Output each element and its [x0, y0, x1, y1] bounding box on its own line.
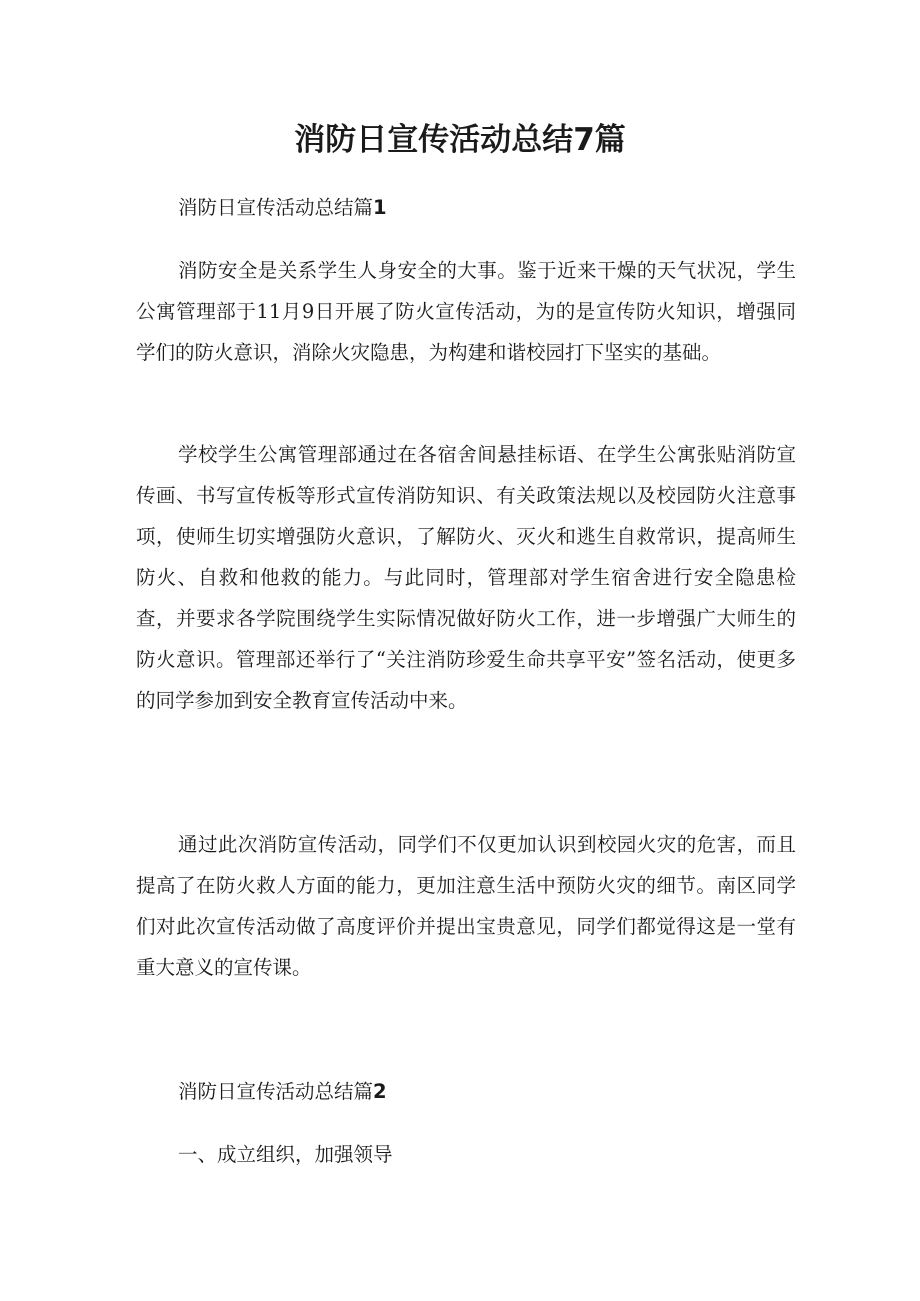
- section-heading-2-text: 消防日宣传活动总结篇: [178, 1080, 374, 1103]
- paragraph-2: 学校学生公寓管理部通过在各宿舍间悬挂标语、在学生公寓张贴消防宣传画、书写宣传板等形式宣传消防知识、有关政策法规以及校园防火注意事项，使师生切实增强防火意识，了解防火、灭火和逃生自救常识，提高师生防火、自救和他救的能力。与此同时，管理部对学生宿舍进行安全隐患检查，并要求各学院围绕学生实际情况做好防火工作，进一步增强广大师生的防火意识。管理部还举行了“关注消防珍爱生命共享平安”签名活动，使更多的同学参加到安全教育宣传活动中来。: [136, 443, 796, 712]
- paragraph-3: 通过此次消防宣传活动，同学们不仅更加认识到校园火灾的危害，而且提高了在防火救人方面的能力，更加注意生活中预防火灾的细节。南区同学们对此次宣传活动做了高度评价并提出宝贵意见，同学们都觉得这是一堂有重大意义的宣传课。: [136, 833, 796, 979]
- section-heading-2-number: 2: [373, 1080, 387, 1103]
- section-heading-1: [178, 187, 387, 228]
- document-title: 消防日宣传活动总结7篇: [294, 122, 626, 158]
- section-heading-1-number: 1: [373, 196, 387, 219]
- section-heading-1-text: 消防日宣传活动总结篇: [178, 196, 374, 219]
- paragraph-4: 一、成立组织，加强领导: [178, 1143, 393, 1166]
- paragraph-1: 消防安全是关系学生人身安全的大事。鉴于近来干燥的天气状况，学生公寓管理部于11月9日开展了防火宣传活动，为的是宣传防火知识，增强同学们的防火意识，消除火灾隐患，为构建和谐校园打下坚实的基础。: [136, 259, 796, 364]
- section-heading-2: [178, 1071, 387, 1112]
